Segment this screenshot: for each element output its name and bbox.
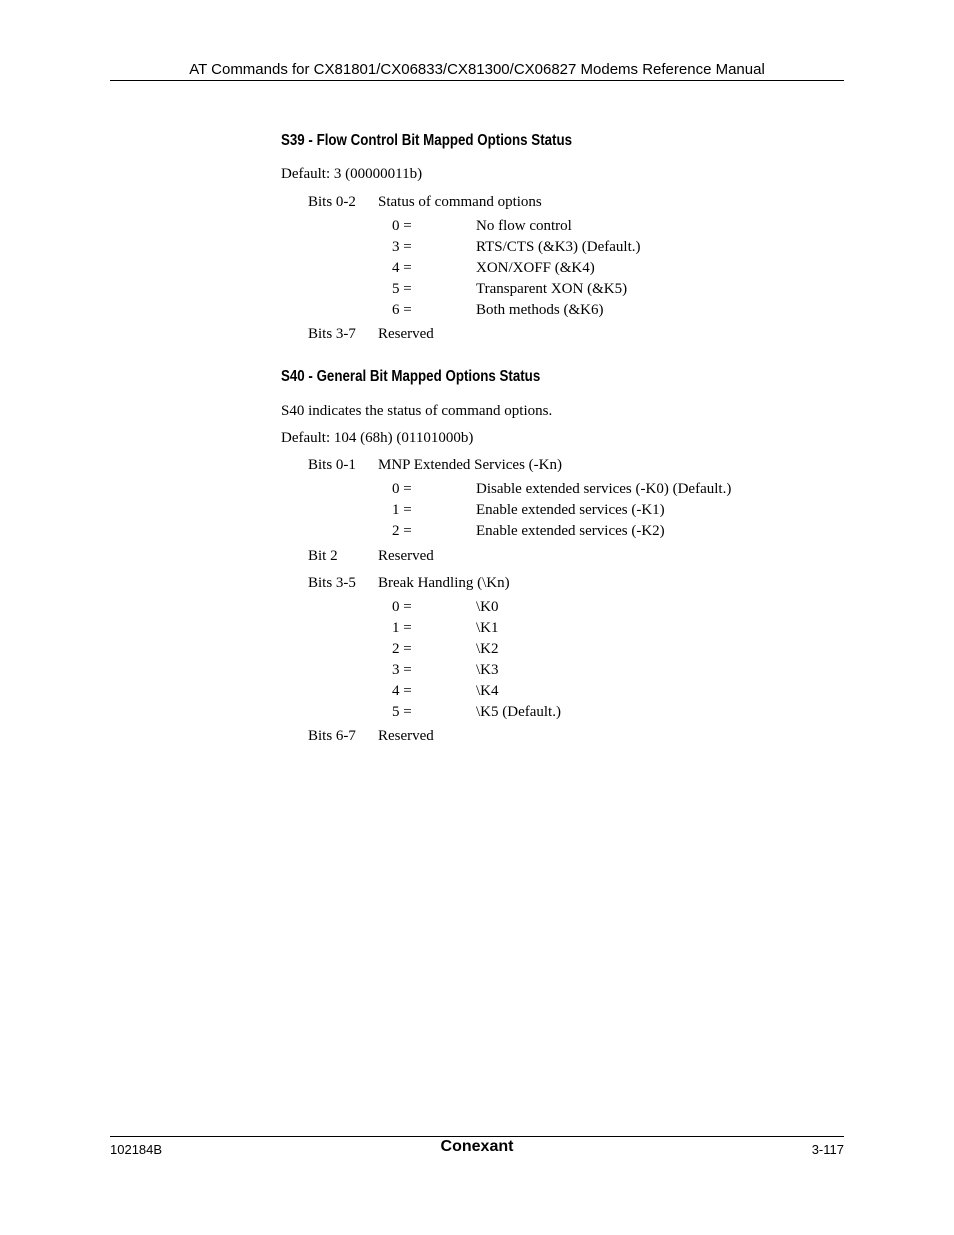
s40-bits-0-1-label: Bits 0-1 — [308, 457, 356, 473]
s40-intro: S40 indicates the status of command options. — [281, 403, 553, 419]
s40-bits-3-5-desc: Break Handling (\Kn) — [378, 575, 510, 591]
s40-bits-0-1-desc: MNP Extended Services (-Kn) — [378, 457, 562, 473]
s40-opt-value: \K1 — [476, 620, 499, 636]
s39-opt-value: Both methods (&K6) — [476, 302, 604, 318]
s39-bits-3-7-desc: Reserved — [378, 326, 434, 342]
s39-opt-code: 5 = — [392, 281, 412, 297]
s40-opt-code: 3 = — [392, 662, 412, 678]
s40-opt-code: 2 = — [392, 523, 412, 539]
s39-opt-value: XON/XOFF (&K4) — [476, 260, 595, 276]
s40-bits-6-7-label: Bits 6-7 — [308, 728, 356, 744]
document-code: 102184B — [110, 1142, 163, 1157]
s40-bits-6-7-desc: Reserved — [378, 728, 434, 744]
s39-opt-value: RTS/CTS (&K3) (Default.) — [476, 239, 641, 255]
s40-opt-value: Disable extended services (-K0) (Default.) — [476, 481, 732, 497]
s39-opt-code: 6 = — [392, 302, 412, 318]
s39-opt-code: 3 = — [392, 239, 412, 255]
header-rule — [110, 80, 844, 81]
s40-opt-code: 5 = — [392, 704, 412, 720]
s40-bit-2-label: Bit 2 — [308, 548, 338, 564]
s40-opt-code: 1 = — [392, 620, 412, 636]
s40-bit-2-desc: Reserved — [378, 548, 434, 564]
s40-opt-code: 0 = — [392, 481, 412, 497]
s39-bits-0-2-label: Bits 0-2 — [308, 194, 356, 210]
s40-default: Default: 104 (68h) (01101000b) — [281, 430, 474, 446]
s40-opt-value: \K0 — [476, 599, 499, 615]
s39-bits-3-7-label: Bits 3-7 — [308, 326, 356, 342]
s40-opt-code: 2 = — [392, 641, 412, 657]
s40-opt-code: 0 = — [392, 599, 412, 615]
s39-default: Default: 3 (00000011b) — [281, 166, 423, 182]
s40-opt-code: 4 = — [392, 683, 412, 699]
company-name: Conexant — [440, 1138, 514, 1155]
s39-heading: S39 - Flow Control Bit Mapped Options Status — [281, 132, 573, 149]
s39-opt-code: 4 = — [392, 260, 412, 276]
footer-rule — [110, 1136, 844, 1137]
s40-opt-value: \K2 — [476, 641, 499, 657]
s39-opt-value: No flow control — [476, 218, 572, 234]
s40-opt-value: Enable extended services (-K2) — [476, 523, 665, 539]
running-header: AT Commands for CX81801/CX06833/CX81300/CX06827 Modems Reference Manual — [189, 61, 765, 78]
s40-opt-value: \K5 (Default.) — [476, 704, 561, 720]
s40-heading: S40 - General Bit Mapped Options Status — [281, 368, 541, 385]
s40-bits-3-5-label: Bits 3-5 — [308, 575, 356, 591]
s39-opt-value: Transparent XON (&K5) — [476, 281, 628, 297]
page-number: 3-117 — [811, 1142, 844, 1157]
s39-bits-0-2-desc: Status of command options — [378, 194, 542, 210]
s39-opt-code: 0 = — [392, 218, 412, 234]
s40-opt-value: Enable extended services (-K1) — [476, 502, 665, 518]
s40-opt-value: \K3 — [476, 662, 499, 678]
s40-opt-code: 1 = — [392, 502, 412, 518]
s40-opt-value: \K4 — [476, 683, 499, 699]
